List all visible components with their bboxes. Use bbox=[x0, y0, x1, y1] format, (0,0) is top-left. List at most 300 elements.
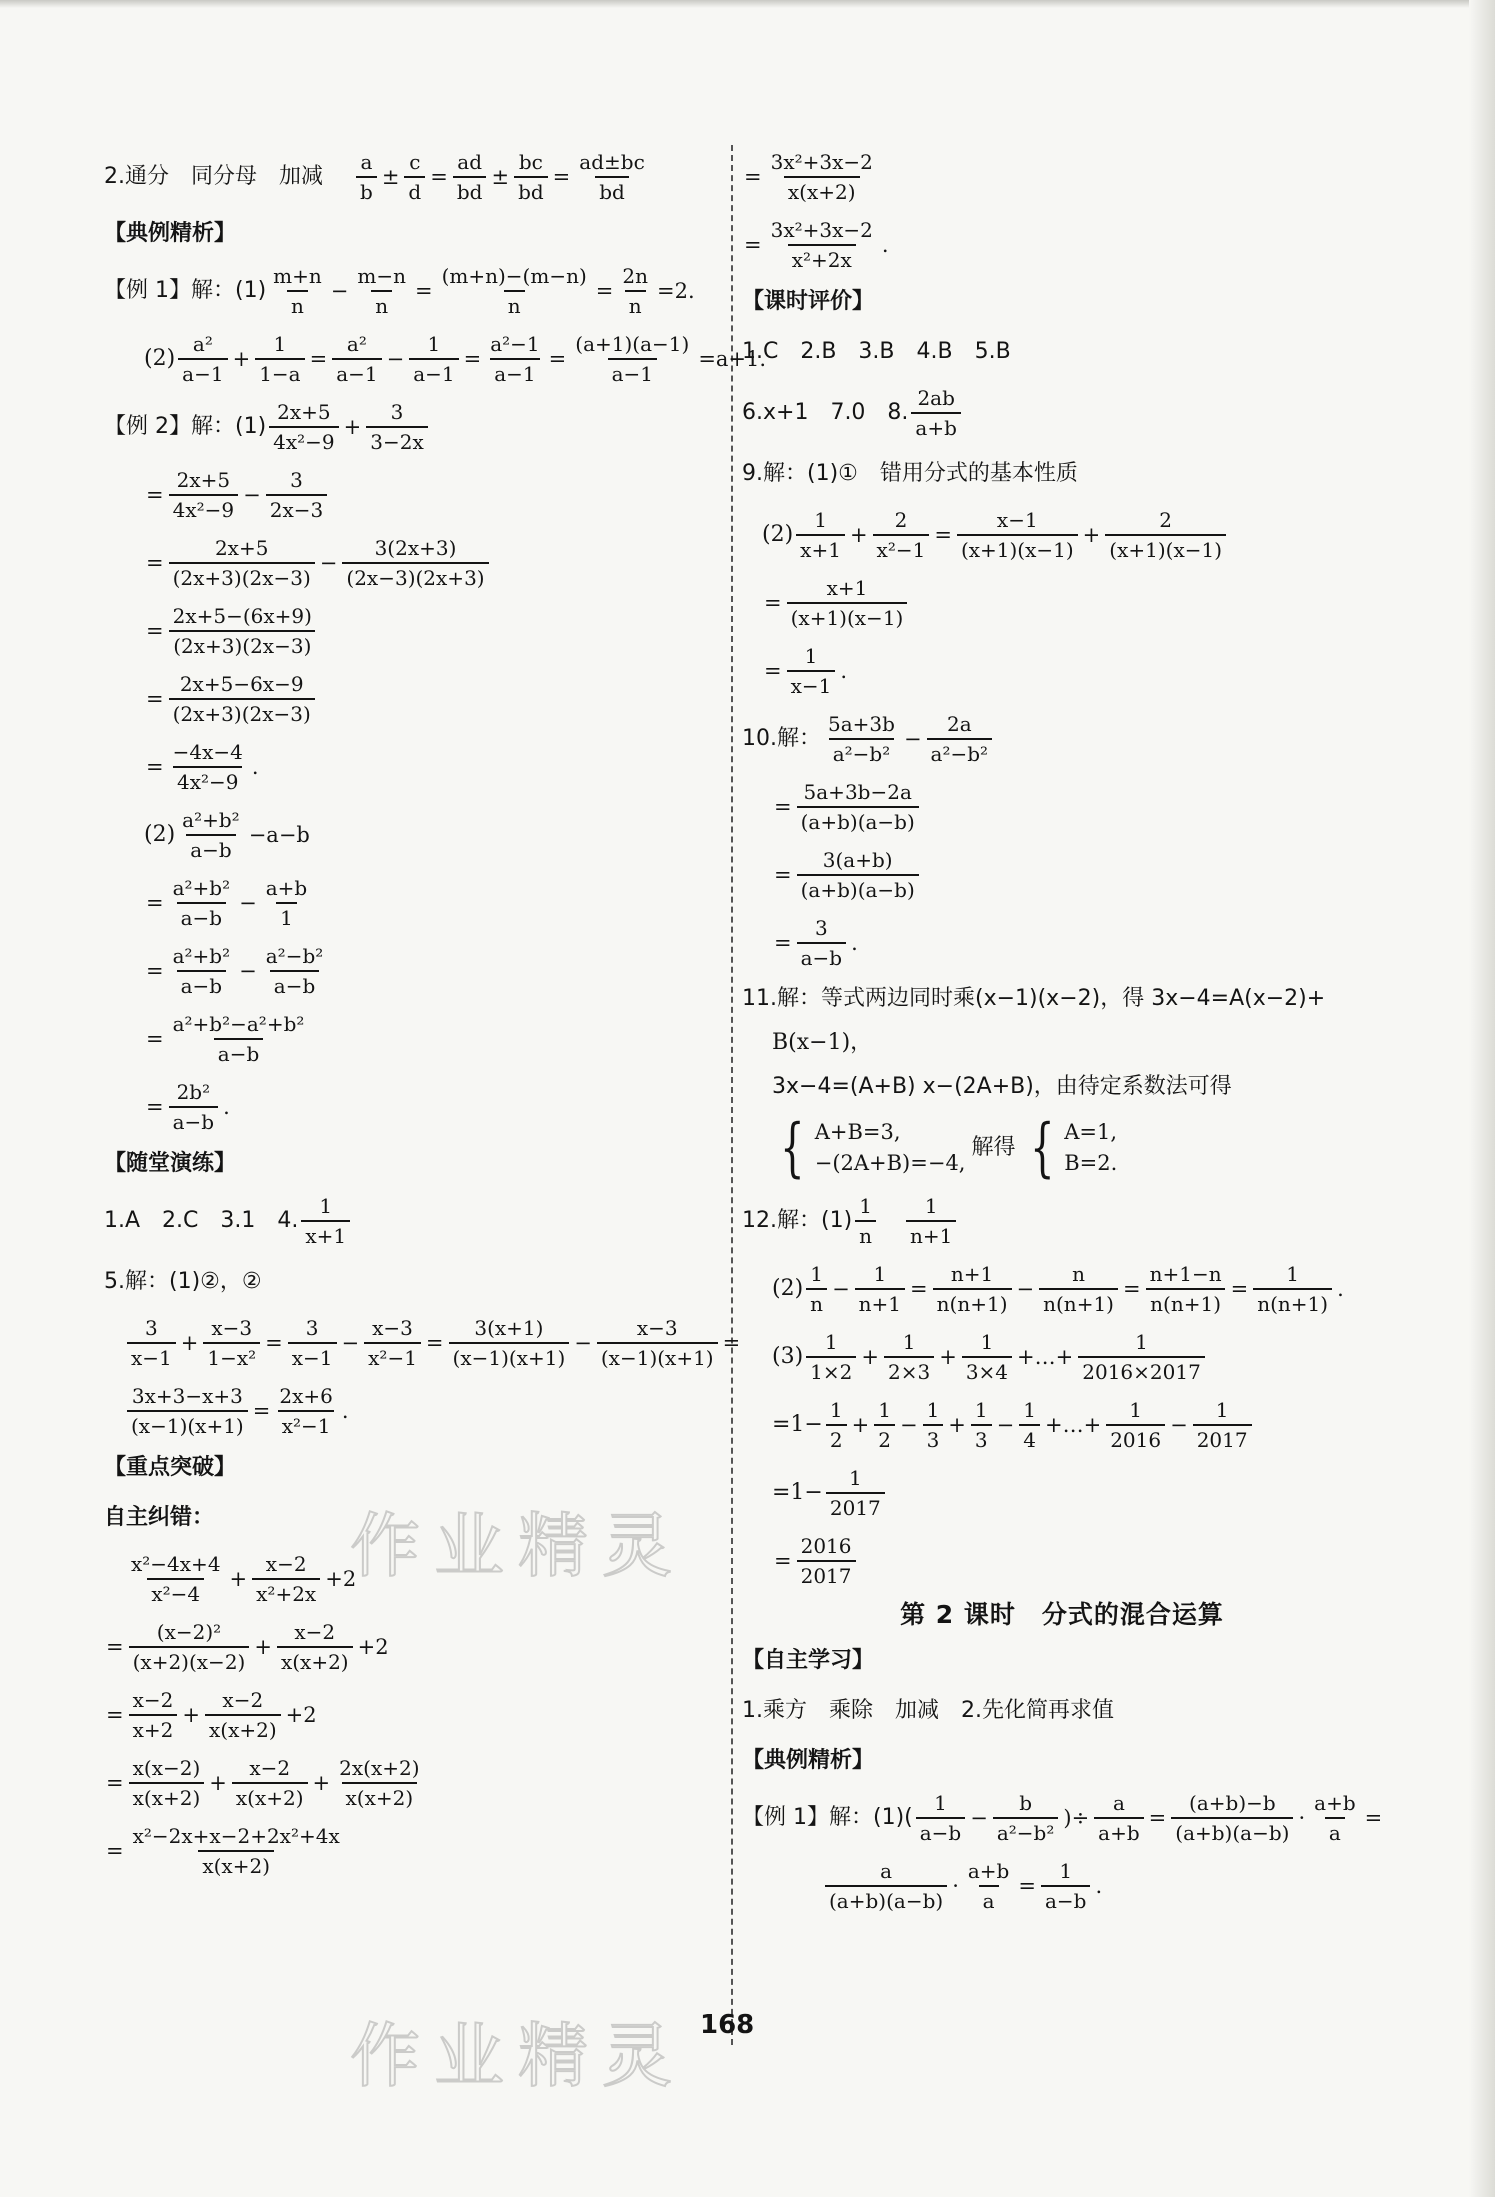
operator: · bbox=[952, 1873, 959, 1898]
fraction bbox=[1106, 1398, 1165, 1452]
numerator: 1 bbox=[319, 1194, 333, 1218]
denominator: a−1 bbox=[490, 358, 539, 386]
operator: − bbox=[899, 1412, 918, 1437]
operator: = bbox=[146, 618, 164, 643]
denominator: x²−1 bbox=[364, 1342, 421, 1370]
operator: + bbox=[182, 1702, 200, 1727]
operator: = bbox=[1148, 1805, 1167, 1830]
operator: + bbox=[209, 1770, 227, 1795]
fraction bbox=[169, 944, 235, 998]
numerator: 1 bbox=[1286, 1262, 1300, 1286]
operator: ± bbox=[491, 164, 510, 189]
operator: = bbox=[430, 164, 448, 189]
denominator: (x+1)(x−1) bbox=[787, 602, 908, 630]
fraction bbox=[797, 848, 919, 902]
fraction bbox=[571, 332, 693, 386]
question-12-step bbox=[742, 1398, 1382, 1452]
numerator: a+b bbox=[967, 1859, 1010, 1883]
numerator: 1 bbox=[1023, 1398, 1036, 1422]
numerator: a bbox=[1112, 1791, 1125, 1815]
denominator: n bbox=[625, 290, 646, 318]
denominator: (x−1)(x+1) bbox=[597, 1342, 718, 1370]
operator: . bbox=[840, 658, 848, 683]
question-10-step bbox=[742, 780, 1382, 834]
fraction bbox=[787, 644, 836, 698]
text: 12.解：(1) bbox=[742, 1208, 853, 1233]
text: 11.解：等式两边同时乘(x−1)(x−2)，得 3x−4=A(x−2)+ bbox=[742, 986, 1326, 1011]
fraction bbox=[1105, 508, 1226, 562]
numerator: 3x²+3x−2 bbox=[770, 218, 873, 242]
denominator: bd bbox=[453, 176, 487, 204]
operator: − bbox=[341, 1330, 360, 1355]
self-correction-step bbox=[104, 1756, 704, 1810]
denominator: x²+2x bbox=[252, 1578, 320, 1606]
operator: = bbox=[1122, 1276, 1141, 1301]
numerator: 1 bbox=[848, 1466, 862, 1490]
denominator: a−b bbox=[186, 834, 235, 862]
denominator: a−1 bbox=[178, 358, 227, 386]
denominator: 1−a bbox=[255, 358, 304, 386]
denominator: a²−b² bbox=[927, 738, 993, 766]
numerator: ad±bc bbox=[579, 150, 645, 174]
numerator: x²−4x+4 bbox=[131, 1552, 221, 1576]
operator: = bbox=[265, 1330, 283, 1355]
fraction bbox=[873, 508, 930, 562]
text: 自主纠错： bbox=[104, 1505, 215, 1530]
step bbox=[104, 944, 704, 998]
numerator: a² bbox=[346, 332, 367, 356]
fraction bbox=[169, 468, 239, 522]
numerator: m+n bbox=[273, 264, 322, 288]
numerator: 5a+3b−2a bbox=[803, 780, 912, 804]
equation-solution: { A=1, B=2. bbox=[1029, 1111, 1118, 1185]
denominator: x(x+2) bbox=[342, 1782, 418, 1810]
text: 【例 1】解：(1) bbox=[104, 278, 267, 303]
denominator: n bbox=[371, 290, 392, 318]
denominator: (2x−3)(2x+3) bbox=[342, 562, 488, 590]
operator: + bbox=[232, 346, 251, 371]
self-correction-step bbox=[104, 1824, 704, 1878]
denominator: d bbox=[404, 176, 425, 204]
fraction bbox=[335, 1756, 423, 1810]
operator: =2. bbox=[657, 278, 695, 303]
denominator: n+1 bbox=[855, 1288, 905, 1316]
denominator: n bbox=[806, 1288, 827, 1316]
fraction bbox=[1253, 1262, 1332, 1316]
fraction bbox=[962, 1330, 1012, 1384]
text: 3x−4=(A+B) x−(2A+B)，由待定系数法可得 bbox=[772, 1074, 1232, 1099]
numerator: 3 bbox=[305, 1316, 319, 1340]
fraction bbox=[906, 1194, 956, 1248]
numerator: x(x−2) bbox=[132, 1756, 201, 1780]
operator: = bbox=[146, 890, 164, 915]
fraction bbox=[597, 1316, 718, 1370]
text: 解得 bbox=[971, 1135, 1016, 1160]
question-11-system bbox=[742, 1111, 1382, 1185]
fraction bbox=[301, 1194, 350, 1248]
numerator: 1 bbox=[814, 508, 827, 532]
example-1-part-2 bbox=[104, 332, 767, 386]
numerator: 1 bbox=[980, 1330, 994, 1354]
operator: = bbox=[106, 1838, 124, 1863]
question-12-part-3 bbox=[742, 1330, 1382, 1384]
question-5 bbox=[104, 1262, 704, 1302]
numerator: 1 bbox=[824, 1330, 838, 1354]
operator: + bbox=[180, 1330, 199, 1355]
denominator: x−1 bbox=[787, 670, 836, 698]
question-9-step bbox=[742, 644, 1382, 698]
numerator: 1 bbox=[427, 332, 441, 356]
text: (2) bbox=[144, 346, 176, 371]
fraction bbox=[1193, 1398, 1252, 1452]
numerator: 1 bbox=[829, 1398, 843, 1422]
denominator: x+1 bbox=[301, 1220, 350, 1248]
denominator: x(x+2) bbox=[232, 1782, 308, 1810]
denominator: x−1 bbox=[127, 1342, 176, 1370]
text: (2) bbox=[762, 522, 794, 547]
denominator: bd bbox=[595, 176, 629, 204]
text: (3) bbox=[772, 1344, 804, 1369]
operator: + bbox=[254, 1634, 272, 1659]
text: (2) bbox=[144, 822, 176, 847]
fraction bbox=[277, 1620, 353, 1674]
numerator: m−n bbox=[357, 264, 406, 288]
operator: − bbox=[832, 1276, 850, 1301]
denominator: a+b bbox=[1094, 1817, 1143, 1845]
fraction bbox=[824, 712, 899, 766]
numerator: bc bbox=[518, 150, 543, 174]
numerator: x−3 bbox=[372, 1316, 413, 1340]
right-column bbox=[742, 150, 1382, 1927]
operator: = bbox=[764, 590, 782, 615]
fraction bbox=[796, 508, 845, 562]
denominator: a−b bbox=[214, 1038, 263, 1066]
numerator: x−2 bbox=[222, 1688, 264, 1712]
question-10-step bbox=[742, 916, 1382, 970]
numerator: 1 bbox=[974, 1398, 988, 1422]
operator: +2 bbox=[325, 1566, 357, 1591]
operator: = bbox=[146, 550, 164, 575]
numerator: x−3 bbox=[636, 1316, 678, 1340]
operator: = bbox=[106, 1770, 124, 1795]
section-heading: 【典例精析】 bbox=[104, 221, 237, 246]
operator: − bbox=[239, 958, 257, 983]
operator: = bbox=[552, 164, 571, 189]
numerator: n+1 bbox=[950, 1262, 994, 1286]
operator: + bbox=[851, 1412, 870, 1437]
denominator: a²−b² bbox=[829, 738, 895, 766]
fraction bbox=[404, 150, 425, 204]
operator: . bbox=[1095, 1873, 1103, 1898]
denominator: x+1 bbox=[796, 534, 845, 562]
fraction bbox=[275, 1384, 337, 1438]
example-1-part-1 bbox=[104, 264, 704, 318]
numerator: 2ab bbox=[917, 386, 955, 410]
numerator: 1 bbox=[273, 332, 287, 356]
example-1-mixed-step bbox=[742, 1859, 1382, 1913]
denominator: (a+b)(a−b) bbox=[1171, 1817, 1293, 1845]
fraction bbox=[1041, 1859, 1090, 1913]
text: (2) bbox=[772, 1276, 804, 1301]
denominator: x(x+2) bbox=[277, 1646, 353, 1674]
fraction bbox=[806, 1262, 827, 1316]
fraction bbox=[1146, 1262, 1226, 1316]
denominator: x(x+2) bbox=[784, 176, 860, 204]
operator: − bbox=[970, 1805, 988, 1830]
fraction bbox=[874, 1398, 895, 1452]
denominator: (x+2)(x−2) bbox=[129, 1646, 250, 1674]
fraction bbox=[203, 1316, 260, 1370]
fraction bbox=[232, 1756, 308, 1810]
fraction bbox=[1019, 1398, 1040, 1452]
fraction bbox=[366, 400, 428, 454]
question-12-step bbox=[742, 1466, 1382, 1520]
operator: +…+ bbox=[1044, 1412, 1102, 1437]
operator: = bbox=[774, 1548, 792, 1573]
fraction bbox=[252, 1552, 320, 1606]
operator: − bbox=[243, 482, 261, 507]
fraction bbox=[169, 536, 315, 590]
denominator: 1−x² bbox=[203, 1342, 260, 1370]
operator: ± bbox=[381, 164, 400, 189]
example-1-mixed bbox=[742, 1791, 1382, 1845]
answers-1-5 bbox=[742, 332, 1382, 372]
step bbox=[104, 740, 704, 794]
fraction bbox=[1171, 1791, 1293, 1845]
question-12-part-2 bbox=[742, 1262, 1382, 1316]
numerator: 1 bbox=[924, 1194, 938, 1218]
fraction bbox=[127, 1316, 176, 1370]
fraction bbox=[342, 536, 488, 590]
text: 【例 1】解：(1)( bbox=[742, 1805, 913, 1830]
operator: = bbox=[764, 658, 782, 683]
operator: + bbox=[939, 1344, 957, 1369]
numerator: a+b bbox=[265, 876, 308, 900]
fraction bbox=[1094, 1791, 1143, 1845]
denominator: a bbox=[1325, 1817, 1345, 1845]
numerator: x+1 bbox=[826, 576, 868, 600]
fraction bbox=[364, 1316, 421, 1370]
numerator: (x−2)² bbox=[156, 1620, 222, 1644]
numerator: x−1 bbox=[996, 508, 1038, 532]
denominator: 4x²−9 bbox=[269, 426, 339, 454]
fraction bbox=[486, 332, 543, 386]
fraction bbox=[1310, 1791, 1359, 1845]
denominator: (x−1)(x+1) bbox=[449, 1342, 570, 1370]
operator: = bbox=[106, 1702, 124, 1727]
denominator: 3×4 bbox=[962, 1356, 1012, 1384]
watermark: 作业精灵 bbox=[350, 2015, 686, 2097]
numerator: a²−1 bbox=[490, 332, 540, 356]
denominator: x²+2x bbox=[788, 244, 856, 272]
operator: = bbox=[774, 930, 792, 955]
text: 1.A 2.C 3.1 4. bbox=[104, 1208, 299, 1233]
fraction bbox=[178, 332, 227, 386]
fraction bbox=[356, 150, 377, 204]
step bbox=[104, 1080, 704, 1134]
operator: + bbox=[343, 414, 362, 439]
question-10 bbox=[742, 712, 1382, 766]
fraction bbox=[993, 1791, 1059, 1845]
example-2-part-1 bbox=[104, 400, 704, 454]
operator: = bbox=[744, 232, 762, 257]
text: 1.乘方 乘除 加减 2.先化简再求值 bbox=[742, 1698, 1114, 1723]
fraction bbox=[255, 332, 304, 386]
numerator: (a+1)(a−1) bbox=[575, 332, 690, 356]
numerator: c bbox=[409, 150, 421, 174]
question-9-step bbox=[742, 576, 1382, 630]
operator: = bbox=[146, 754, 164, 779]
text: 9.解：(1)① 错用分式的基本性质 bbox=[742, 461, 1078, 486]
fraction bbox=[826, 1466, 885, 1520]
numerator: x²−2x+x−2+2x²+4x bbox=[132, 1824, 340, 1848]
fraction bbox=[127, 1384, 248, 1438]
numerator: 2n bbox=[622, 264, 648, 288]
operator: = bbox=[722, 1330, 741, 1355]
operator: · bbox=[1298, 1805, 1306, 1830]
answers-1-4 bbox=[104, 1194, 704, 1248]
operator: − bbox=[239, 890, 257, 915]
numerator: (m+n)−(m−n) bbox=[441, 264, 587, 288]
denominator: x²−1 bbox=[278, 1410, 335, 1438]
section-heading: 【重点突破】 bbox=[104, 1455, 237, 1480]
operator: = bbox=[1230, 1276, 1249, 1301]
operator: = bbox=[463, 346, 482, 371]
denominator: n bbox=[855, 1220, 876, 1248]
denominator: (2x+3)(2x−3) bbox=[169, 698, 315, 726]
fraction bbox=[129, 1824, 344, 1878]
fraction bbox=[453, 150, 487, 204]
fraction bbox=[1078, 1330, 1205, 1384]
fraction bbox=[266, 468, 328, 522]
numerator: 1 bbox=[810, 1262, 823, 1286]
operator: = bbox=[146, 482, 164, 507]
fraction bbox=[855, 1194, 876, 1248]
operator: = bbox=[146, 686, 164, 711]
text: =1− bbox=[772, 1412, 823, 1437]
operator: − bbox=[574, 1330, 592, 1355]
numerator: 1 bbox=[878, 1398, 891, 1422]
denominator: a²−b² bbox=[993, 1817, 1059, 1845]
operator: . bbox=[851, 930, 858, 955]
denominator: n(n+1) bbox=[1146, 1288, 1225, 1316]
denominator: 3−2x bbox=[366, 426, 428, 454]
fraction bbox=[767, 150, 877, 204]
denominator: (x−1)(x+1) bbox=[127, 1410, 248, 1438]
denominator: (a+b)(a−b) bbox=[825, 1885, 947, 1913]
numerator: 2 bbox=[894, 508, 908, 532]
fraction bbox=[797, 916, 846, 970]
fraction bbox=[269, 264, 326, 318]
denominator: n bbox=[504, 290, 525, 318]
fraction bbox=[825, 1859, 947, 1913]
operator: = bbox=[774, 862, 792, 887]
text: 5.解：(1)②，② bbox=[104, 1269, 262, 1294]
question-9-step bbox=[742, 508, 1382, 562]
denominator: (2x+3)(2x−3) bbox=[169, 562, 315, 590]
operator: − bbox=[386, 346, 405, 371]
numerator: a² bbox=[192, 332, 213, 356]
denominator: (a+b)(a−b) bbox=[797, 874, 919, 902]
fraction bbox=[916, 1791, 965, 1845]
operator: +2 bbox=[357, 1634, 389, 1659]
operator: . bbox=[1337, 1276, 1344, 1301]
question-11-line-2 bbox=[742, 1028, 1382, 1058]
denominator: n(n+1) bbox=[933, 1288, 1012, 1316]
denominator: (a+b)(a−b) bbox=[797, 806, 919, 834]
denominator: a−b bbox=[797, 942, 846, 970]
fraction bbox=[353, 264, 410, 318]
question-9 bbox=[742, 454, 1382, 494]
numerator: b bbox=[1019, 1791, 1033, 1815]
denominator: 2016 bbox=[1106, 1424, 1165, 1452]
numerator: a²+b² bbox=[172, 944, 231, 968]
fraction bbox=[169, 604, 316, 658]
section-heading: 【随堂演练】 bbox=[104, 1151, 237, 1176]
operator: . bbox=[223, 1094, 230, 1119]
numerator: n+1−n bbox=[1149, 1262, 1222, 1286]
denominator: x(x+2) bbox=[205, 1714, 281, 1742]
page-edge-top bbox=[0, 0, 1495, 8]
fraction bbox=[1039, 1262, 1118, 1316]
numerator: (a+b)−b bbox=[1189, 1791, 1276, 1815]
text: 【例 2】解：(1) bbox=[104, 414, 267, 439]
operator: − bbox=[903, 726, 922, 751]
denominator: a−b bbox=[270, 970, 319, 998]
text: 2.通分 同分母 加减 bbox=[104, 164, 323, 189]
operator: = bbox=[146, 958, 164, 983]
numerator: a bbox=[360, 150, 373, 174]
denominator: 2017 bbox=[797, 1560, 856, 1588]
fraction bbox=[797, 1534, 856, 1588]
fraction bbox=[129, 1620, 250, 1674]
numerator: ad bbox=[457, 150, 483, 174]
numerator: 3(a+b) bbox=[822, 848, 893, 872]
denominator: 1×2 bbox=[806, 1356, 856, 1384]
question-11-line-1 bbox=[742, 984, 1382, 1014]
page-number: 168 bbox=[700, 2010, 755, 2040]
denominator: x(x+2) bbox=[129, 1782, 205, 1810]
denominator: bd bbox=[514, 176, 548, 204]
operator: = bbox=[1364, 1805, 1383, 1830]
fraction bbox=[927, 712, 993, 766]
question-10-step bbox=[742, 848, 1382, 902]
numerator: 1 bbox=[1135, 1330, 1148, 1354]
fraction bbox=[797, 780, 919, 834]
text: =1− bbox=[772, 1480, 823, 1505]
operator: = bbox=[934, 522, 952, 547]
fraction bbox=[618, 264, 652, 318]
numerator: a²+b²−a²+b² bbox=[172, 1012, 305, 1036]
denominator: x+2 bbox=[129, 1714, 178, 1742]
fraction bbox=[933, 1262, 1012, 1316]
fraction bbox=[806, 1330, 856, 1384]
step bbox=[104, 468, 704, 522]
denominator: 2017 bbox=[826, 1492, 885, 1520]
fraction bbox=[438, 264, 591, 318]
question-11-line-3 bbox=[742, 1072, 1382, 1102]
numerator: 3(x+1) bbox=[474, 1316, 544, 1340]
fraction bbox=[178, 808, 244, 862]
question-12-step bbox=[742, 1534, 1382, 1588]
numerator: 2x+5 bbox=[214, 536, 269, 560]
operator: . bbox=[881, 232, 889, 257]
denominator: b bbox=[356, 176, 377, 204]
operator: +2 bbox=[285, 1702, 317, 1727]
numerator: −4x−4 bbox=[172, 740, 243, 764]
page-edge-right bbox=[1469, 0, 1495, 2197]
text: 10.解： bbox=[742, 726, 821, 751]
